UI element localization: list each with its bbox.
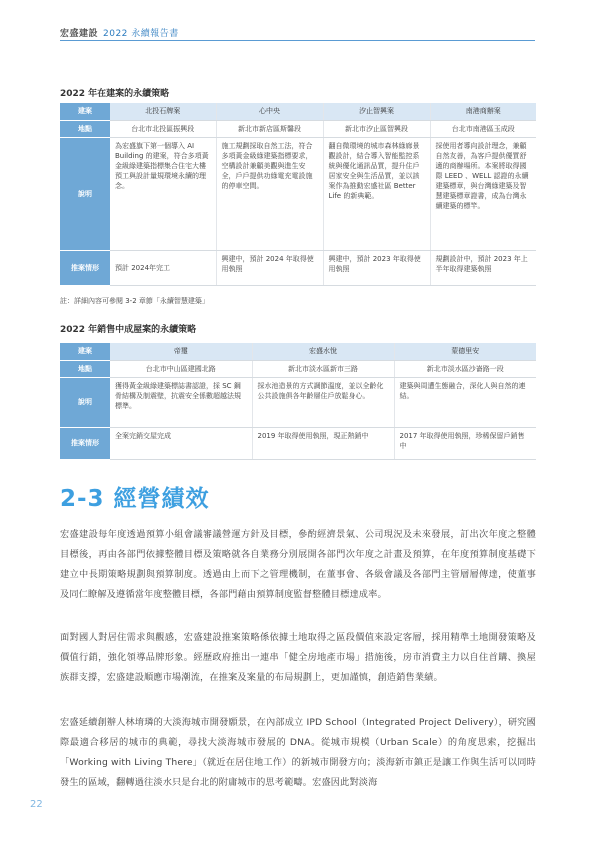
project-name: 帝璽 [110, 343, 252, 360]
section-title: 2-3 經營績效 [60, 486, 210, 512]
project-description: 採水池造景的方式調節溫度，並以全齡化公共設施俱各年齡層住戶放鬆身心。 [252, 377, 394, 427]
table-row [60, 103, 536, 120]
project-name: 北投石牌案 [110, 103, 216, 120]
project-status: 2019 年取得使用執照，現正熱銷中 [252, 427, 394, 459]
project-location: 新北市淡水區沙崙路一段 [394, 360, 536, 377]
table-row [60, 250, 536, 285]
project-location: 台北市北投區振興段 [110, 120, 216, 137]
row-label-location: 地點 [60, 360, 110, 377]
brand-name: 宏盛建設 [60, 29, 99, 39]
project-name: 宏盛水悅 [252, 343, 394, 360]
project-name: 心中央 [216, 103, 323, 120]
project-location: 台北市南港區玉成段 [430, 120, 536, 137]
table-row [60, 137, 536, 250]
header-divider [60, 40, 535, 41]
project-status: 興建中，預計 2024 年取得使用執照 [216, 250, 323, 285]
project-location: 新北市淡水區新市三路 [252, 360, 394, 377]
table-row [60, 427, 536, 459]
project-description: 翻自微環境的城市森林綠廊景觀設計，結合導入智能監控系統與優化通訊品質，提升住戶居家安全與生活品質，並以該案作為推動宏盛社區 Better Life 的新典範。 [323, 137, 430, 250]
row-label-description: 說明 [60, 377, 110, 427]
body-paragraph: 面對國人對居住需求與觀感，宏盛建設推案策略係依據土地取得之區段價值來設定客層，採用精準土地開發策略及價值行銷，強化領導品牌形象。經歷政府推出一連串「健全房地產市場」措施後，房市消費主力以自住首購、換屋族群支撐，宏盛建設順應市場潮流，在推案及案量的布局規劃上，更加謹慎，創造銷售業績。 [60, 632, 536, 683]
table2 [60, 343, 536, 460]
project-location: 台北市中山區建國北路 [110, 360, 252, 377]
row-label-status: 推案情形 [60, 250, 110, 285]
project-status: 預計 2024年完工 [110, 250, 216, 285]
table1 [60, 103, 536, 286]
row-label-project: 建案 [60, 343, 110, 360]
row-label-status: 推案情形 [60, 427, 110, 459]
report-title: 2022 永續報告書 [103, 29, 179, 39]
table1-note: 註：詳細內容可參閱 3-2 章節「永續智慧建築」 [60, 297, 209, 305]
row-label-description: 說明 [60, 137, 110, 250]
row-label-location: 地點 [60, 120, 110, 137]
row-label-project: 建案 [60, 103, 110, 120]
table-row [60, 343, 536, 360]
page-header [0, 0, 595, 44]
project-name: 汐止智興案 [323, 103, 430, 120]
project-status: 興建中，預計 2023 年取得使用執照 [323, 250, 430, 285]
page-number: 22 [30, 799, 43, 810]
table-row [60, 120, 536, 137]
table-row [60, 377, 536, 427]
table-row [60, 360, 536, 377]
project-status: 規劃設計中，預計 2023 年上半年取得建築執照 [430, 250, 536, 285]
project-status: 2017 年取得使用執照，珍稀保留戶銷售中 [394, 427, 536, 459]
project-location: 新北市新店區斯馨段 [216, 120, 323, 137]
project-location: 新北市汐止區智興段 [323, 120, 430, 137]
project-description: 建築與周遭生態融合，深化人與自然的連結。 [394, 377, 536, 427]
body-paragraph: 宏盛建設每年度透過預算小組會議審議營運方針及目標，參酌經濟景氣、公司現況及未來發展，訂出次年度之整體目標後，再由各部門依據整體目標及策略就各自業務分別展開各部門次年度之計畫及預算，在年度預算制度基礎下建立中長期策略規劃與預算制度。透過由上而下之管理機制，在董事會、各級會議及各部門主管層層傳達，使董事及同仁瞭解及遵循當年度整體目標，各部門藉由預算制度監督整體目標達成率。 [60, 529, 536, 600]
project-name: 蒙德里安 [394, 343, 536, 360]
table2-title: 2022 年銷售中成屋案的永續策略 [60, 325, 197, 335]
project-description: 施工規劃採取自然工法，符合多項黃金級綠建築指標要求，空構設計兼顧美觀與進生安全，戶戶提供功綠電充電設施的停車空間。 [216, 137, 323, 250]
body-paragraph: 宏盛延續創辦人林堉璘的大淡海城市開發願景，在內部成立 IPD School（Integrated Project Delivery），研究國際最適合移居的城市的典範，尋找大淡海城市發展的 DNA。從城市規模（Urban Scale）的角度思索，挖掘出「Working with Living There」（就近在居住地工作）的新城市開發方向；淡海新市鎮正是讓工作與生活可以同時發生的區域，翻轉過往淡水只是台北的附庸城市的思考範疇。宏盛因此對淡海 [60, 717, 536, 788]
project-description: 獲得黃金級綠建築標誌書認證，採 SC 鋼骨結構及制震壁，抗震安全係數超越法規標準。 [110, 377, 252, 427]
project-description: 採使用者導向設計理念，兼顧自然友善，為客戶提供優質舒適的商辦場所。本案將取得國際 LEED 、WELL 認證的永續建築標章，與台灣綠建築及智慧建築標章證書，成為台灣永續建築的標竿。 [430, 137, 536, 250]
table1-title: 2022 年在建案的永續策略 [60, 89, 170, 99]
project-description: 為宏盛旗下第一個導入 AI Building 的建案，符合多項黃金級綠建築指標集合住宅大樓預工與設計量規環境永續的理念。 [110, 137, 216, 250]
project-name: 南港商辦案 [430, 103, 536, 120]
project-status: 全案完銷交屋完成 [110, 427, 252, 459]
